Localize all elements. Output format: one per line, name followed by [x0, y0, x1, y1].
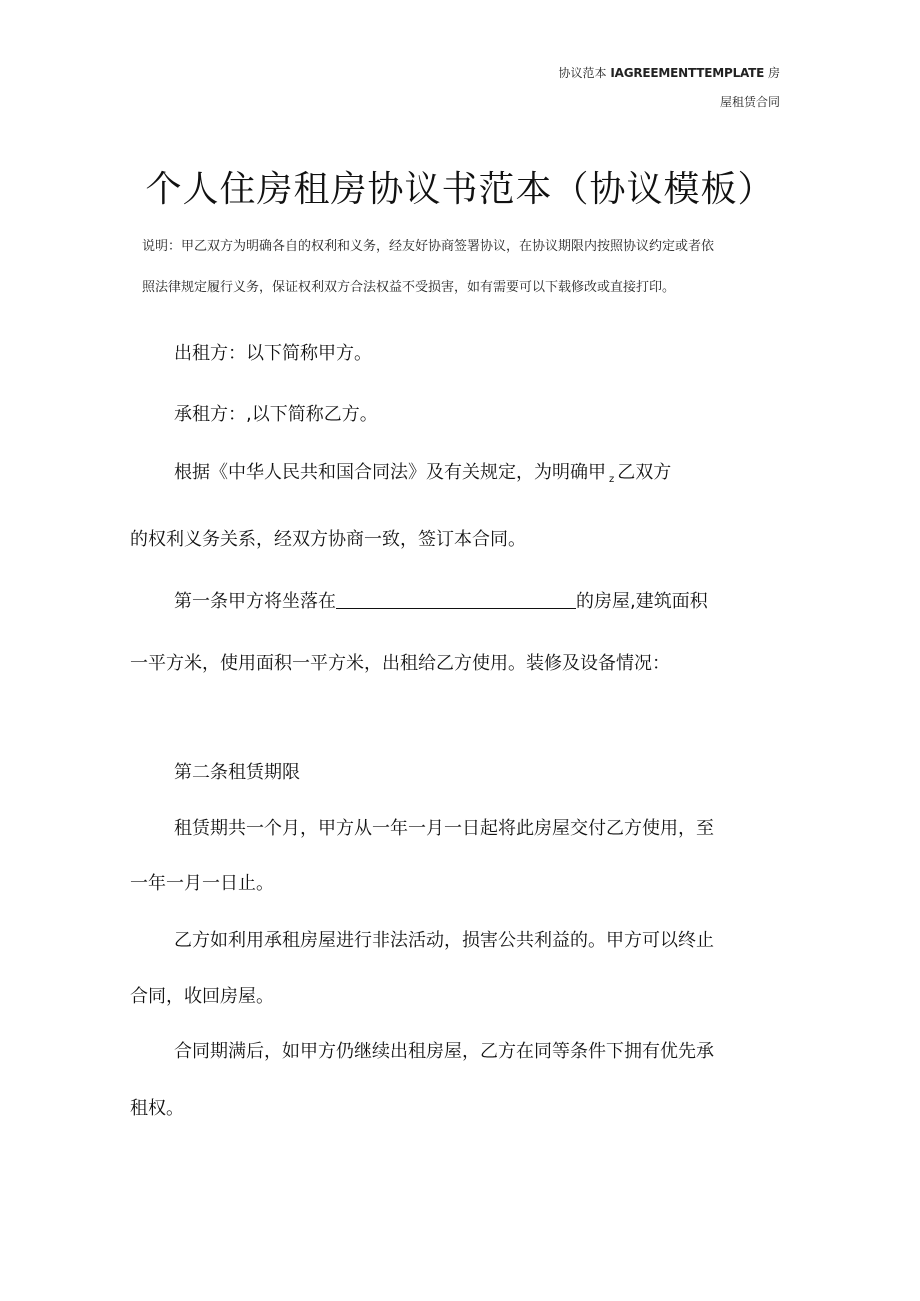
renewal-line-1: 合同期满后，如甲方仍继续出租房屋，乙方在同等条件下拥有优先承: [174, 1041, 714, 1062]
address-blank: [336, 590, 576, 609]
basis-line-1: [174, 460, 671, 493]
renewal-line-2: 租权。: [130, 1098, 184, 1119]
document-title: 个人住房租房协议书范本（协议模板）: [145, 169, 775, 210]
illegal-use-line-1: 乙方如利用承租房屋进行非法活动，损害公共利益的。甲方可以终止: [174, 930, 714, 951]
basis-line-2: 的权利义务关系，经双方协商一致，签订本合同。: [130, 529, 526, 550]
basis-text-b: 乙双方: [617, 462, 672, 483]
illegal-use-line-2: 合同，收回房屋。: [130, 986, 274, 1007]
header-template-label: IAGREEMENTTEMPLATE: [610, 66, 765, 80]
header-suffix: 房: [764, 66, 780, 80]
term-line-2: 一年一月一日止。: [130, 873, 274, 894]
article1-text-b: 的房屋,建筑面积: [576, 591, 708, 612]
basis-subscript: z: [609, 474, 615, 485]
header-prefix: 协议范本: [558, 66, 611, 80]
article1-line-1: [174, 589, 708, 615]
lessor-line: 出租方：以下简称甲方。: [174, 343, 372, 364]
article2-title: 第二条租赁期限: [174, 762, 300, 783]
note-line-1: 说明：甲乙双方为明确各自的权利和义务，经友好协商签署协议，在协议期限内按照协议约定或者依: [142, 239, 715, 254]
note-line-2: 照法律规定履行义务，保证权利双方合法权益不受损害，如有需要可以下载修改或直接打印。: [142, 280, 676, 295]
article1-line-2: 一平方米，使用面积一平方米，出租给乙方使用。装修及设备情况：: [130, 653, 670, 674]
header-line-1: [559, 65, 780, 81]
term-line-1: 租赁期共一个月，甲方从一年一月一日起将此房屋交付乙方使用，至: [174, 818, 714, 839]
lessee-line: 承租方：,以下简称乙方。: [174, 404, 378, 425]
header-line-2: 屋租赁合同: [719, 95, 780, 109]
basis-text-a: 根据《中华人民共和国合同法》及有关规定，为明确甲: [174, 462, 606, 483]
article1-text-a: 第一条甲方将坐落在: [174, 591, 336, 612]
